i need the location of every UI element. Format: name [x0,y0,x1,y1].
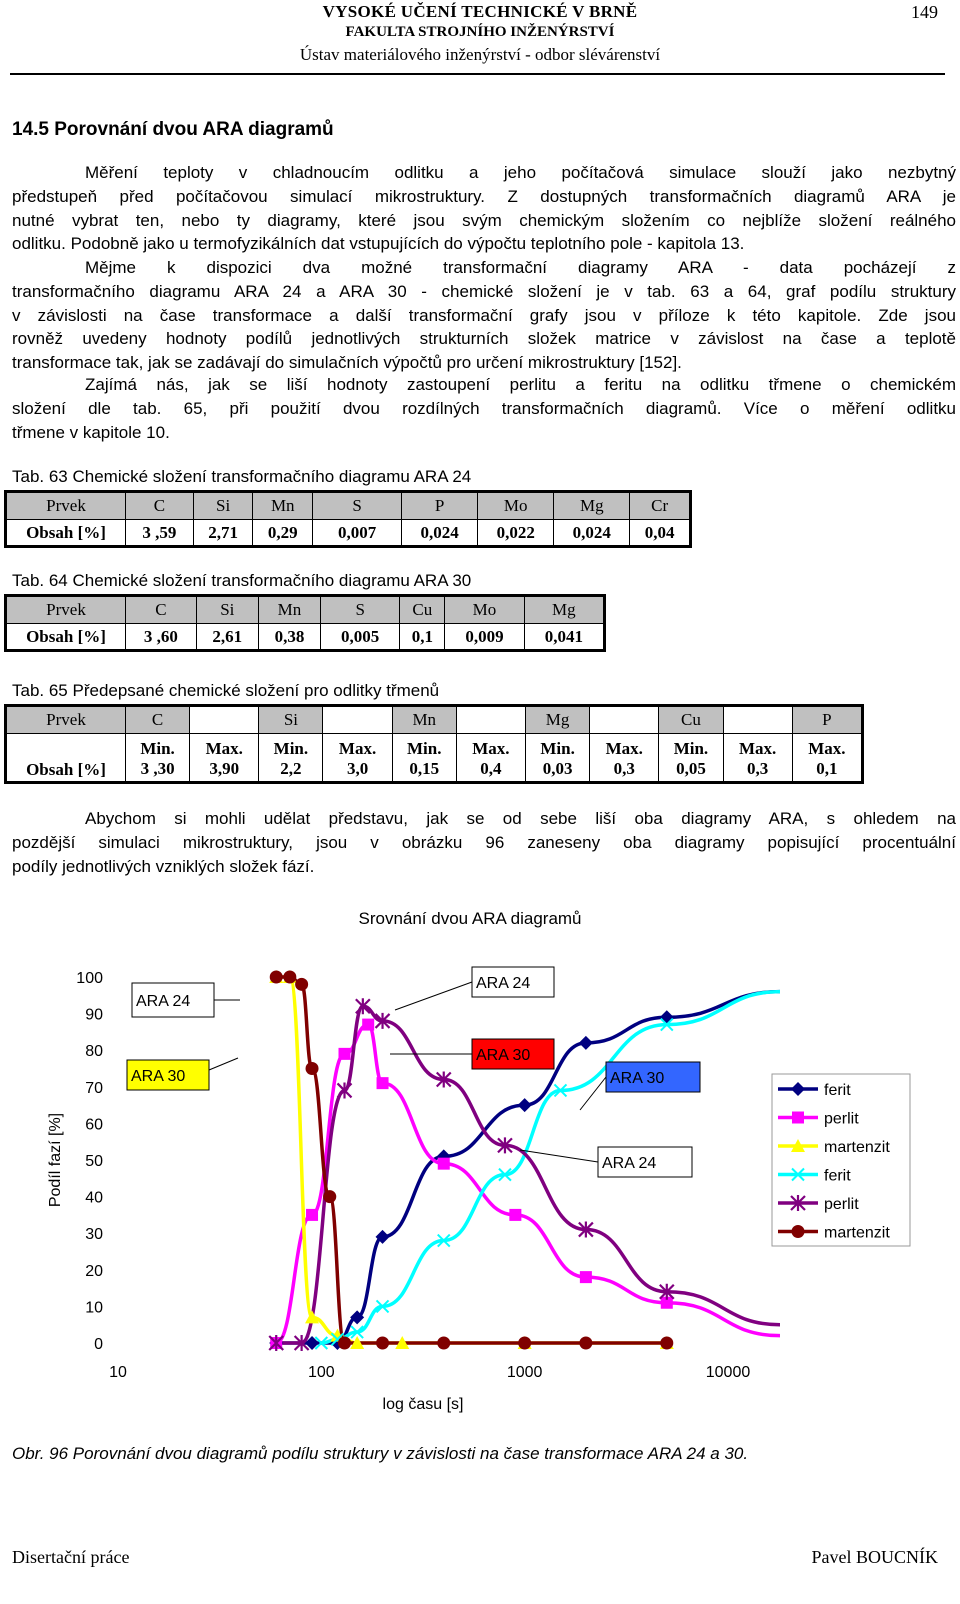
paragraph-1 [12,161,956,256]
table-cell: 0,005 [321,624,400,651]
table-cell [659,734,723,784]
table-cell [723,734,792,784]
table-cell: 0,007 [313,520,402,547]
table-cell: Obsah [%] [7,734,126,784]
data-point [323,1190,336,1203]
table-header-row [7,493,690,520]
table-cell: Obsah [%] [7,624,126,651]
data-point [518,1098,532,1112]
paragraph-3 [12,373,956,444]
table-cell: Mo [478,493,554,520]
cell-value: 3,0 [346,758,369,778]
table-65 [6,706,862,784]
table-cell: 0,1 [400,624,445,651]
min-label: Min. [140,738,175,758]
table-cell: Mo [445,597,524,624]
table-cell: 0,024 [554,520,630,547]
table-cell: Mg [524,597,603,624]
max-label: Max. [738,738,777,758]
data-point [792,1225,805,1238]
y-tick-label: 0 [94,1336,103,1353]
table-cell: P [792,707,861,734]
table-cell: 0,041 [524,624,603,651]
footer-right: Pavel BOUCNÍK [811,1547,938,1567]
table-cell: Prvek [7,707,126,734]
y-tick-label: 90 [85,1006,103,1024]
data-point [377,1077,389,1089]
text-line: transformačního diagramu ARA 24 a ARA 30 - chemické složení je v tab. 63 a 64, graf podílu struktury [12,281,956,301]
legend-label: martenzit [824,1139,890,1156]
data-point [437,1337,450,1350]
table-cell [323,734,392,784]
table-cell [590,734,659,784]
annotation-leader [580,1077,606,1110]
data-point [376,1337,389,1350]
table-cell: C [126,597,197,624]
table-64 [6,596,604,651]
legend-label: ferit [824,1167,851,1185]
y-tick-label: 20 [85,1262,103,1280]
data-point [270,971,283,984]
table-cell [590,707,659,734]
table-cell [126,734,190,784]
table-cell: Mn [392,707,456,734]
data-point [338,1337,351,1350]
table-cell: Cu [400,597,445,624]
table-cell: Cr [630,493,690,520]
table-cell: Cu [659,707,723,734]
data-point [579,1337,592,1350]
table-cell [392,734,456,784]
legend-label: perlit [824,1196,859,1213]
table-header-row [7,707,862,734]
table-cell: 0,024 [402,520,478,547]
annotation-label: ARA 30 [476,1047,531,1064]
header-divider [10,73,945,75]
x-tick-label: 100 [307,1364,335,1381]
legend-label: perlit [824,1110,859,1128]
max-label: Max. [808,738,846,758]
table-row [7,520,690,547]
table-cell: Si [196,597,258,624]
table-header-row [7,597,604,624]
table-row [7,734,862,784]
chart-title: Srovnání dvou ARA diagramů [358,909,582,928]
max-label: Max. [205,738,243,758]
min-label: Min. [407,738,442,758]
text-line: třmene v kapitole 10. [12,422,170,442]
text-line: pozdější simulaci mikrostruktury, jsou v obrázku 96 zaneseny oba diagramy popisující procentuální [12,832,956,852]
header-institute: Ústav materiálového inženýrství - odbor slévárenství [299,45,661,64]
table-cell: 0,009 [445,624,524,651]
text-line: složení dle tab. 65, při použití dvou rozdílných transformačních diagramů. Více o měření odlitku [12,398,956,418]
text-line: rovněž uvedeny hodnoty podílů jednotlivých strukturních složek matrice v závislost na čase a teplotě [12,329,956,349]
cell-value: 0,05 [676,758,706,778]
data-point [283,971,296,984]
y-tick-label: 30 [85,1226,103,1244]
y-tick-label: 40 [85,1189,103,1207]
table-cell: 0,29 [253,520,313,547]
header-university: VYSOKÉ UČENÍ TECHNICKÉ V BRNĚ [322,2,638,21]
table-cell [456,734,525,784]
legend-box [772,1074,910,1246]
data-point [306,1062,319,1075]
table-cell: Prvek [7,493,126,520]
cell-value: 0,3 [613,758,635,778]
min-label: Min. [673,738,709,758]
y-tick-label: 70 [85,1079,103,1097]
table-cell [723,707,792,734]
table-row [7,624,604,651]
table-cell: P [402,493,478,520]
page-number: 149 [911,2,938,22]
text-line: v závislosti na čase transformace a další transformační grafy jsou v příloze k této kapitole. Zde jsou [12,305,956,325]
table-cell: 3 ,59 [126,520,194,547]
section-title: 14.5 Porovnání dvou ARA diagramů [12,119,334,140]
table-cell: C [126,493,194,520]
table-cell: C [126,707,190,734]
y-axis-label: Podíl fazí [%] [47,1112,64,1208]
header-faculty: FAKULTA STROJNÍHO INŽENÝRSTVÍ [345,24,615,40]
text-line: Abychom si mohli udělat představu, jak se od sebe liší oba diagramy ARA, s ohledem na [85,809,956,828]
cell-value: 0,1 [816,758,838,778]
data-point [295,978,308,991]
data-point [438,1158,450,1170]
text-line: předstupeň před počítačovou simulací mikrostruktury. Z dostupných transformačních diagramů ARA je [12,186,956,206]
table-cell: Mg [554,493,630,520]
cell-value: 0,3 [746,758,769,778]
cell-value: 0,15 [409,758,440,778]
table-cell [456,707,525,734]
data-point [579,1036,593,1050]
min-label: Min. [540,738,575,758]
data-point [792,1112,804,1124]
table-cell: S [321,597,400,624]
data-point [362,1019,374,1031]
cell-value: 0,03 [542,758,573,778]
table-cell: Prvek [7,597,126,624]
table-65-caption: Tab. 65 Předepsané chemické složení pro odlitky třmenů [12,681,440,700]
table-cell: 2,61 [196,624,258,651]
table-cell: Obsah [%] [7,520,126,547]
legend-label: martenzit [824,1224,890,1242]
cell-value: 0,4 [480,758,502,778]
table-cell: 0,04 [630,520,690,547]
table-cell: 3 ,60 [126,624,197,651]
table-cell: 0,38 [258,624,320,651]
cell-value: 3 ,30 [140,758,175,778]
y-tick-label: 10 [85,1299,103,1317]
y-tick-label: 60 [85,1116,103,1134]
y-tick-label: 80 [85,1043,103,1061]
table-cell: 2,71 [193,520,253,547]
table-cell [190,707,259,734]
annotation-leader [395,982,472,1010]
y-tick-label: 100 [76,970,103,987]
text-line: Zajímá nás, jak se liší hodnoty zastoupení perlitu a feritu na odlitku třmene o chemickém [85,375,956,394]
annotation-label: ARA 24 [136,993,191,1010]
cell-value: 2,2 [280,758,302,778]
text-line: transformace tak, jak se zadávají do simulačních výpočtů pro určení mikrostruktury [152]. [12,353,682,373]
data-point [518,1337,531,1350]
table-cell: Mg [526,707,590,734]
paragraph-2 [12,256,956,375]
data-point [306,1209,318,1221]
table-cell: S [313,493,402,520]
text-line: Mějme k dispozici dva možné transformační diagramy ARA - data pocházejí z [85,258,956,277]
text-line: Měření teploty v chladnoucím odlitku a jeho počítačová simulace slouží jako nezbytný [85,163,956,182]
table-63-caption: Tab. 63 Chemické složení transformačního diagramu ARA 24 [12,467,472,486]
table-63 [6,492,690,547]
text-line: podíly jednotlivých vzniklých složek fází. [12,856,315,876]
table-cell: Si [259,707,323,734]
data-point [509,1209,521,1221]
annotation-label: ARA 24 [476,975,531,992]
paragraph-4 [12,807,956,878]
table-cell [323,707,392,734]
cell-value: 3,90 [209,758,240,778]
text-line: nutné vybrat ten, nebo ty diagramy, které jsou svým chemickým složením co nejblíže složení reálného [12,210,956,230]
annotation-label: ARA 24 [602,1155,657,1172]
max-label: Max. [472,738,510,758]
table-cell: Si [193,493,253,520]
x-tick-label: 1000 [506,1364,543,1381]
table-cell [190,734,259,784]
text-line: odlitku. Podobně jako u termofyzikálních dat vstupujících do výpočtu teplotního pole - kapitola 13. [12,234,745,254]
legend-label: ferit [824,1082,851,1099]
max-label: Max. [605,738,643,758]
x-axis-label: log času [s] [382,1396,464,1413]
max-label: Max. [338,738,377,758]
data-point [338,1082,352,1098]
data-point [580,1271,592,1283]
min-label: Min. [273,738,309,758]
chart [0,950,940,1430]
table-cell [259,734,323,784]
data-point [339,1048,351,1060]
table-cell: 0,022 [478,520,554,547]
table-cell [792,734,861,784]
figure-caption: Obr. 96 Porovnání dvou diagramů podílu struktury v závislosti na čase transformace ARA 24 a 30. [12,1444,749,1463]
x-tick-label: 10000 [705,1364,751,1381]
table-cell [526,734,590,784]
annotation-label: ARA 30 [610,1070,665,1087]
annotation-label: ARA 30 [131,1068,186,1085]
table-cell: Mn [253,493,313,520]
footer-left: Disertační práce [12,1547,130,1567]
table-cell: Mn [258,597,320,624]
table-64-caption: Tab. 64 Chemické složení transformačního diagramu ARA 30 [12,571,472,590]
data-point [660,1010,674,1024]
y-tick-label: 50 [85,1153,103,1170]
data-point [660,1337,673,1350]
x-tick-label: 10 [109,1364,127,1381]
annotation-leader [209,1058,238,1070]
